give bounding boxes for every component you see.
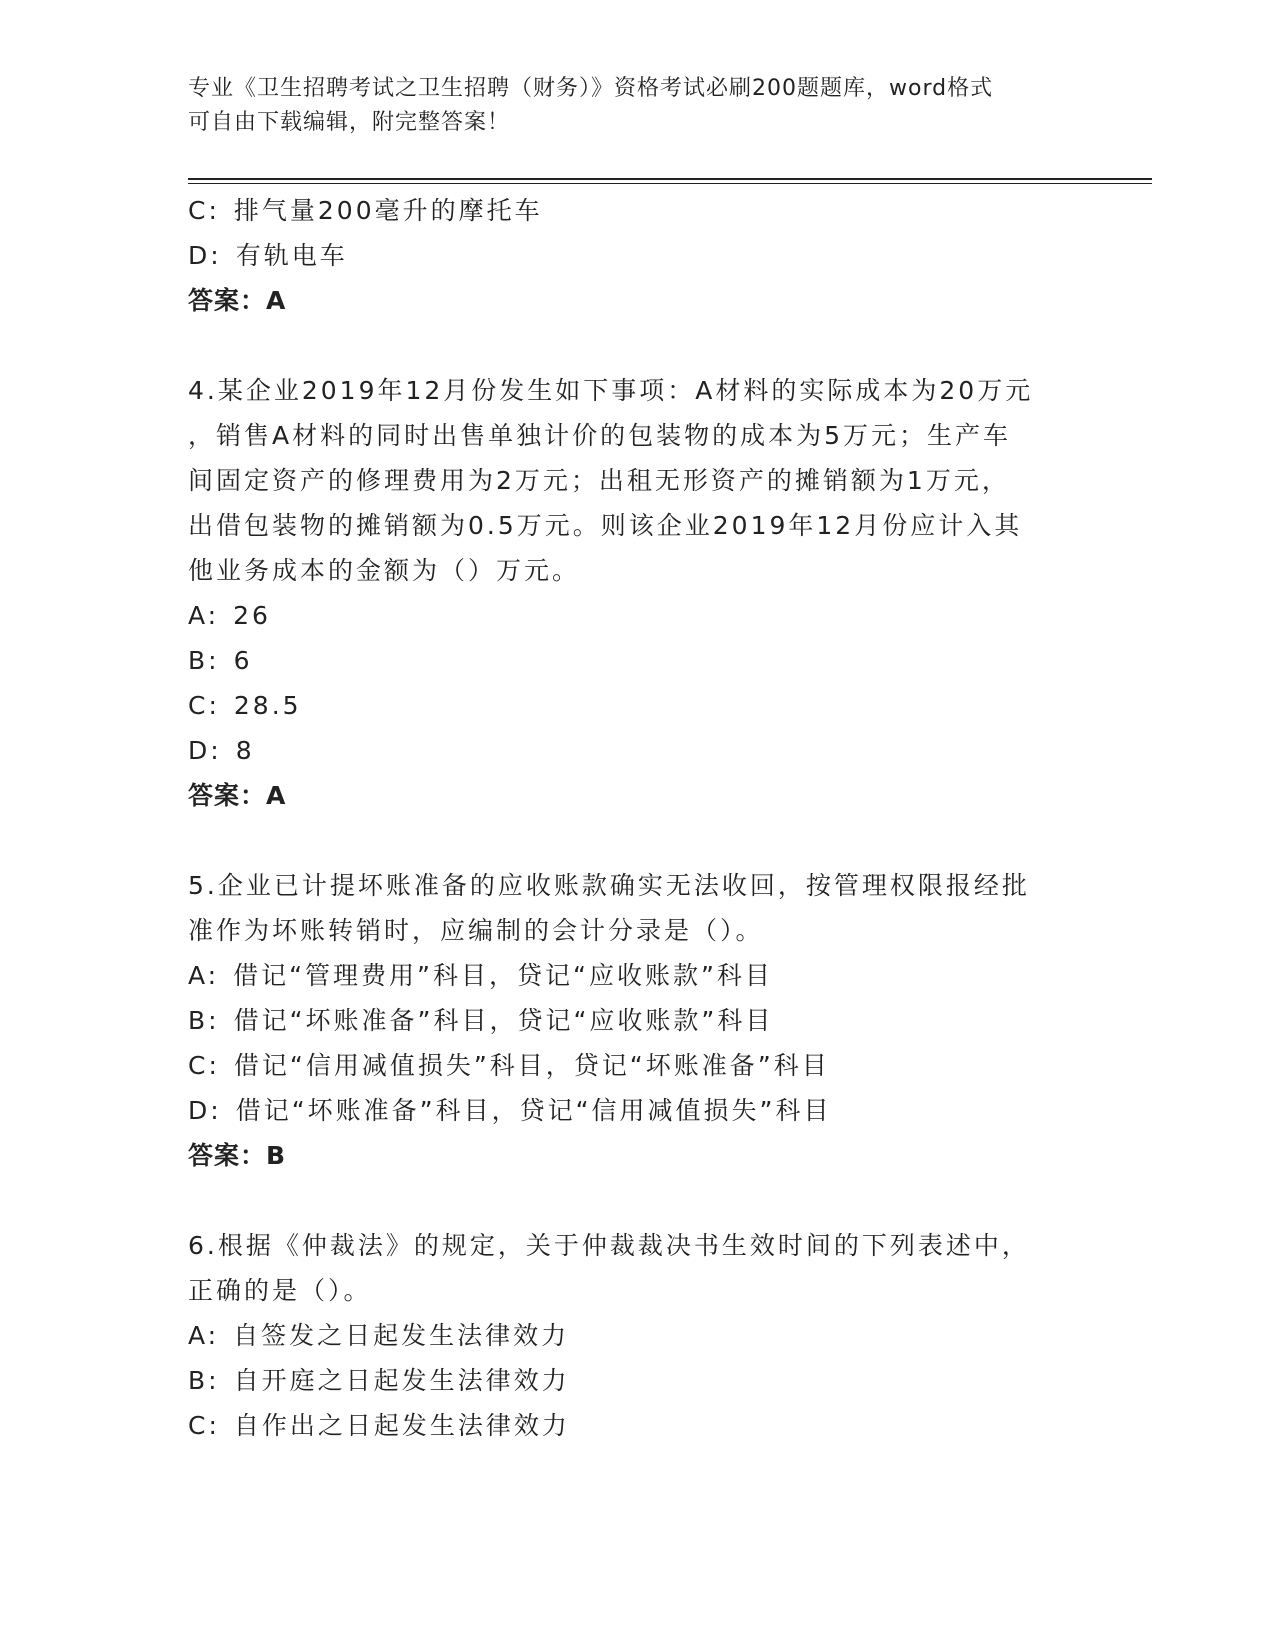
- question-stem-line: 正确的是（）。: [188, 1276, 372, 1305]
- option-c: [188, 1043, 1088, 1088]
- option-text: 6: [233, 646, 253, 675]
- question-stem-line: 他业务成本的金额为（）万元。: [188, 556, 581, 585]
- answer-line: [188, 1133, 1088, 1178]
- question-stem-line: 5.企业已计提坏账准备的应收账款确实无法收回，按管理权限报经批: [188, 871, 1030, 900]
- question-3-tail: [188, 188, 1088, 323]
- question-stem-line: 出借包装物的摊销额为0.5万元。则该企业2019年12月份应计入其: [188, 511, 1023, 540]
- option-b: [188, 998, 1088, 1043]
- option-d: [188, 728, 1088, 773]
- question-content: [188, 188, 1088, 1448]
- header-divider-thick: [188, 178, 1152, 180]
- option-label: D:: [188, 736, 222, 765]
- question-stem-line: ，销售A材料的同时出售单独计价的包装物的成本为5万元；生产车: [188, 421, 1012, 450]
- option-text: 借记“管理费用”科目，贷记“应收账款”科目: [233, 961, 773, 990]
- question-stem-line: 准作为坏账转销时，应编制的会计分录是（）。: [188, 916, 764, 945]
- option-text: 排气量200毫升的摩托车: [233, 196, 543, 225]
- option-a: [188, 1313, 1088, 1358]
- question-stem-line: 6.根据《仲裁法》的规定，关于仲裁裁决书生效时间的下列表述中，: [188, 1231, 1030, 1260]
- header-title-line-2: 可自由下载编辑，附完整答案！: [188, 110, 511, 135]
- answer-line: [188, 278, 1088, 323]
- option-label: A:: [188, 1321, 220, 1350]
- option-label: D:: [188, 1096, 222, 1125]
- option-a: [188, 953, 1088, 998]
- question-6: [188, 1223, 1088, 1448]
- option-label: B:: [188, 1006, 220, 1035]
- option-text: 自开庭之日起发生法律效力: [233, 1366, 570, 1395]
- option-text: 自作出之日起发生法律效力: [233, 1411, 570, 1440]
- option-text: 借记“信用减值损失”科目，贷记“坏账准备”科目: [233, 1051, 830, 1080]
- option-text: 借记“坏账准备”科目，贷记“应收账款”科目: [233, 1006, 774, 1035]
- question-stem-line: 间固定资产的修理费用为2万元；出租无形资产的摊销额为1万元，: [188, 466, 1010, 495]
- option-text: 26: [233, 601, 271, 630]
- option-label: C:: [188, 1051, 220, 1080]
- option-text: 借记“坏账准备”科目，贷记“信用减值损失”科目: [235, 1096, 832, 1125]
- option-c: [188, 1403, 1088, 1448]
- option-c: [188, 683, 1088, 728]
- option-text: 自签发之日起发生法律效力: [233, 1321, 570, 1350]
- option-b: [188, 638, 1088, 683]
- option-text: 28.5: [233, 691, 302, 720]
- document-header: [188, 72, 1068, 140]
- answer-label: 答案：: [188, 1141, 267, 1170]
- header-title-line-1: 专业《卫生招聘考试之卫生招聘（财务）》资格考试必刷200题题库，word格式: [188, 76, 994, 101]
- option-label: C:: [188, 196, 220, 225]
- question-4: [188, 368, 1088, 818]
- option-c: [188, 188, 1088, 233]
- answer-label: 答案：: [188, 286, 267, 315]
- answer-line: [188, 773, 1088, 818]
- option-text: 8: [235, 736, 255, 765]
- question-5: [188, 863, 1088, 1178]
- option-label: D:: [188, 241, 222, 270]
- option-label: C:: [188, 691, 220, 720]
- option-a: [188, 593, 1088, 638]
- option-label: C:: [188, 1411, 220, 1440]
- option-label: A:: [188, 601, 220, 630]
- option-b: [188, 1358, 1088, 1403]
- option-label: B:: [188, 1366, 220, 1395]
- option-label: A:: [188, 961, 220, 990]
- option-d: [188, 1088, 1088, 1133]
- answer-value: A: [266, 781, 287, 810]
- answer-value: A: [266, 286, 287, 315]
- header-divider-thin: [188, 183, 1152, 184]
- option-text: 有轨电车: [235, 241, 348, 270]
- answer-label: 答案：: [188, 781, 267, 810]
- option-d: [188, 233, 1088, 278]
- answer-value: B: [266, 1141, 287, 1170]
- option-label: B:: [188, 646, 220, 675]
- question-stem-line: 4.某企业2019年12月份发生如下事项：A材料的实际成本为20万元: [188, 376, 1034, 405]
